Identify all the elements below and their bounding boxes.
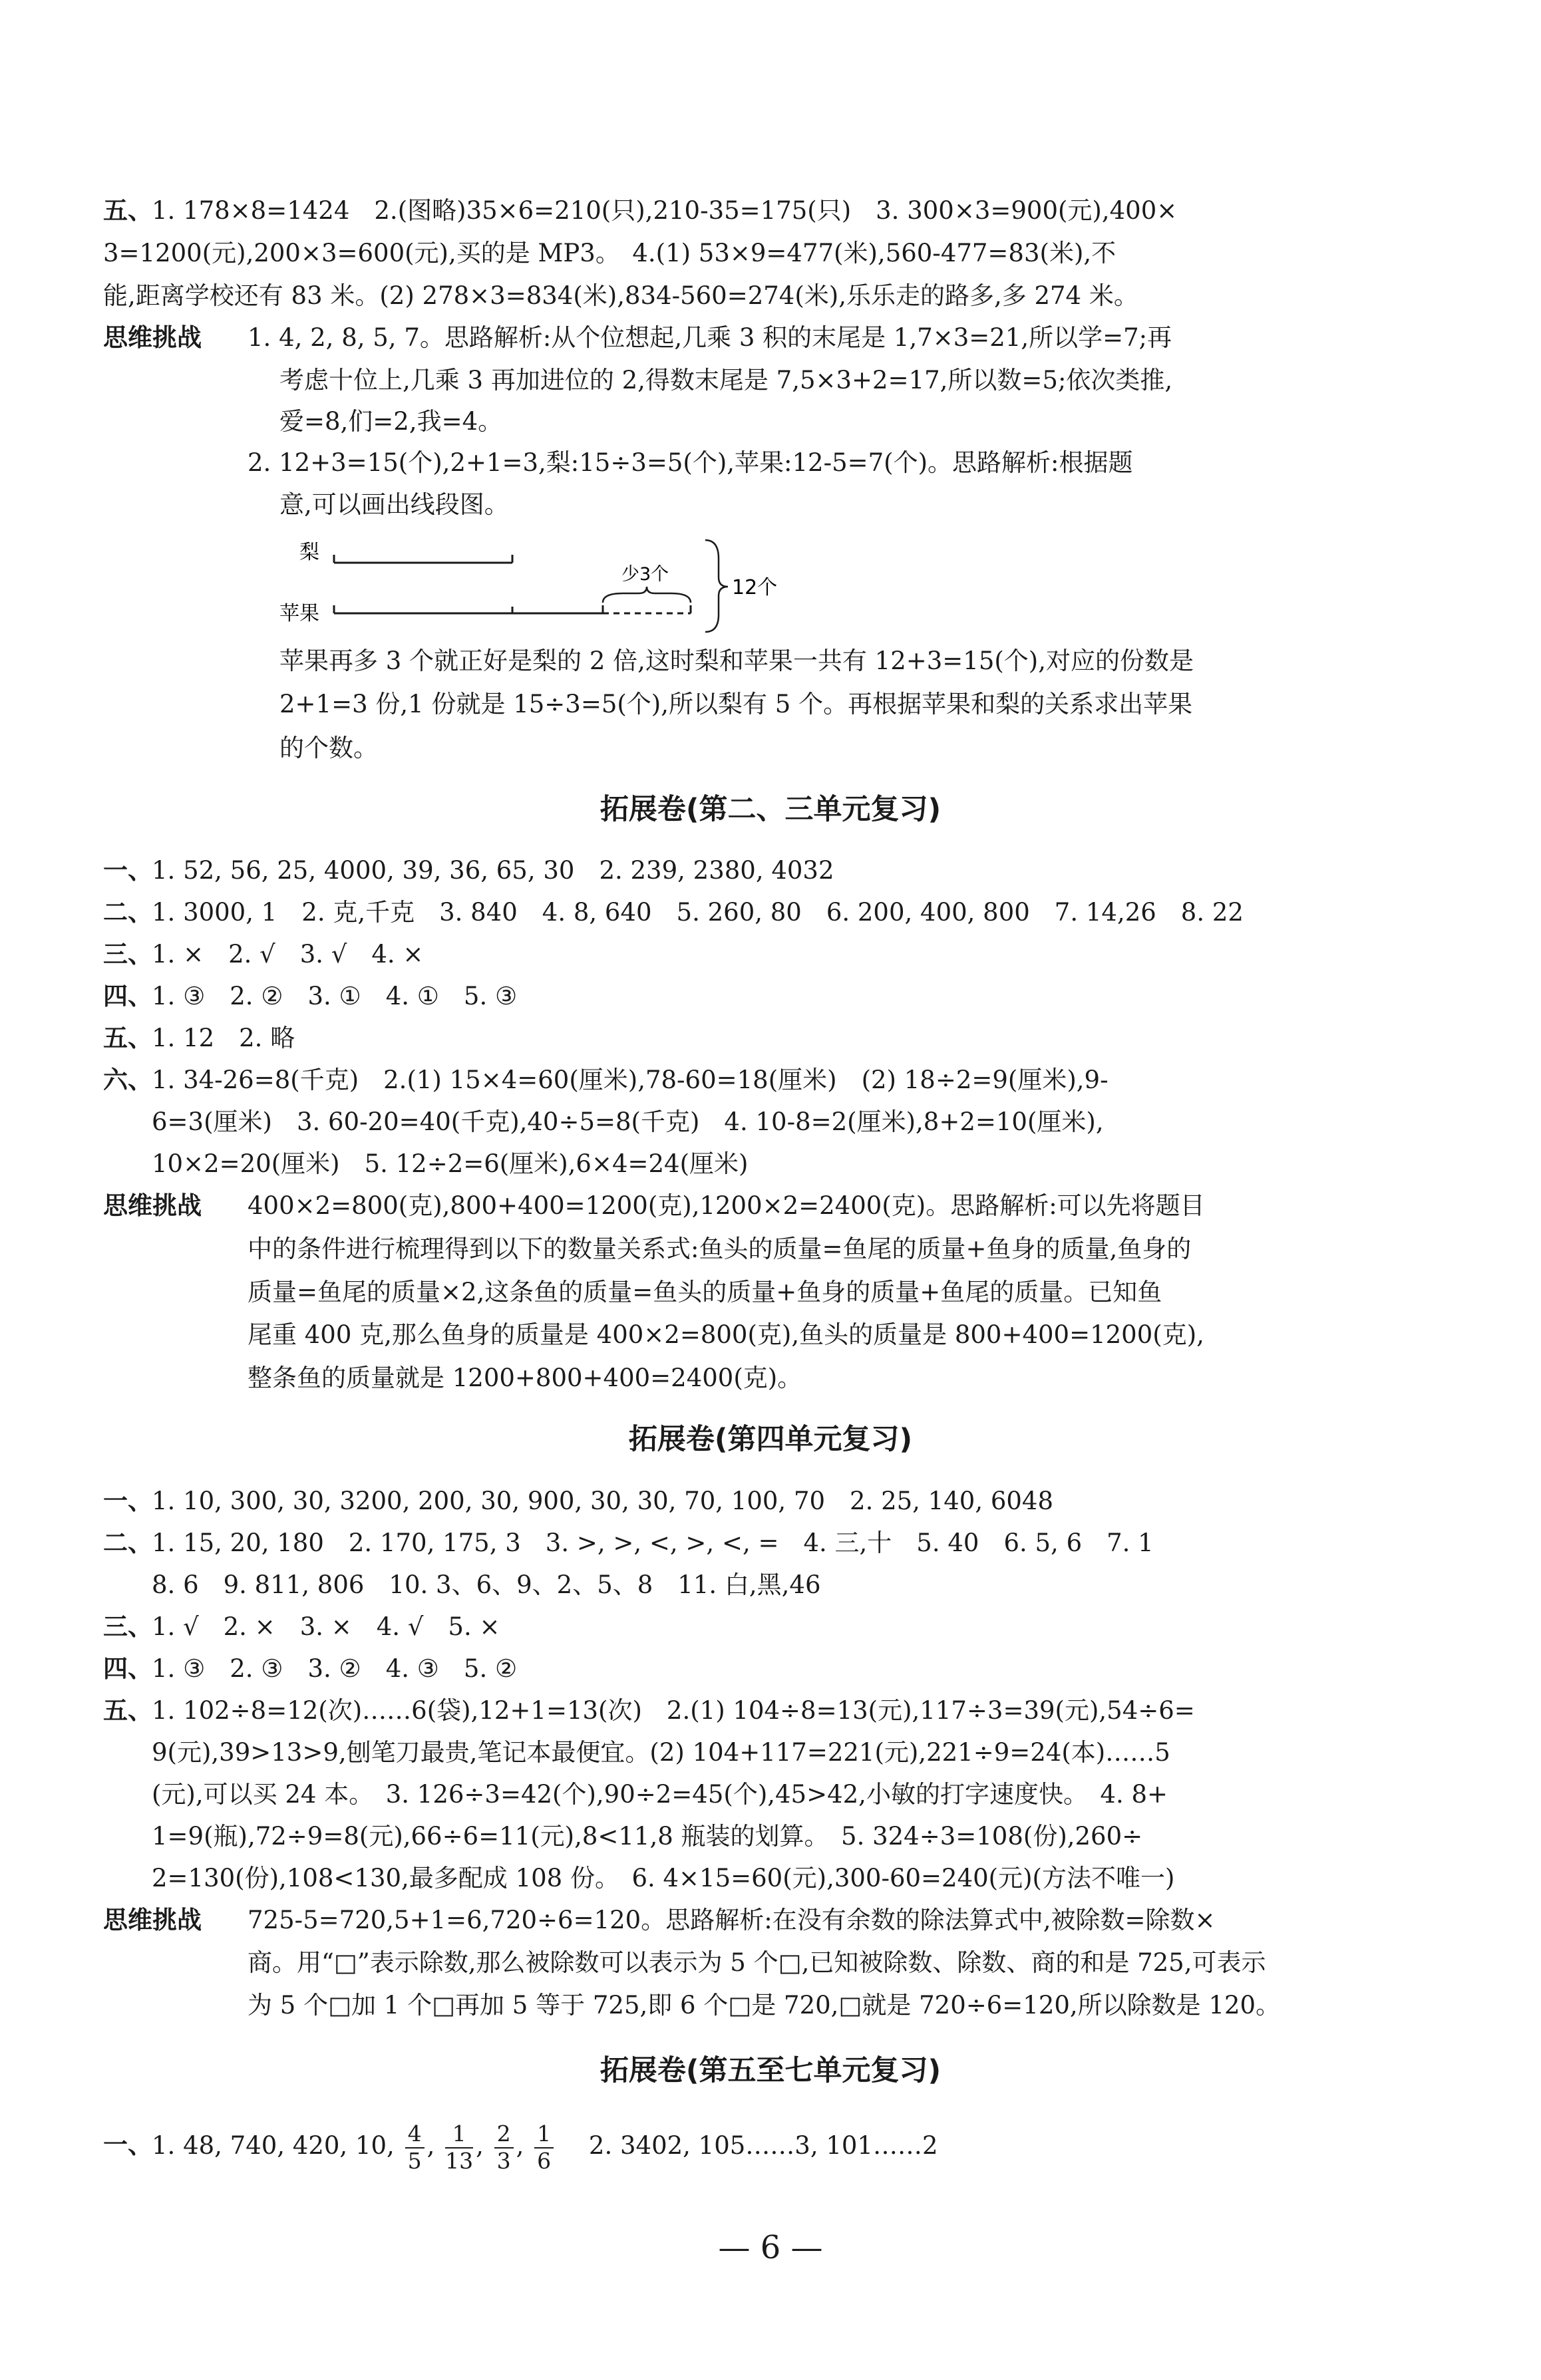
section2-row6-line-3: 10×2=20(厘米) 5. 12÷2=6(厘米),6×4=24(厘米) <box>152 1149 749 1178</box>
block1-line-2: 3=1200(元),200×3=600(元),买的是 MP3。 4.(1) 53×9=477(米),560-477=83(米),不 <box>103 239 1116 267</box>
challenge1-line-1: 1. 4, 2, 8, 5, 7。思路解析:从个位想起,几乘 3 积的末尾是 1,7×3=21,所以学=7;再 <box>248 323 1172 352</box>
section2-challenge-line-5: 整条鱼的质量就是 1200+800+400=2400(克)。 <box>248 1364 802 1392</box>
section3-row5-line-4: 1=9(瓶),72÷9=8(元),66÷6=11(元),8<11,8 瓶装的划算。 5. 324÷3=108(份),260÷ <box>152 1822 1143 1851</box>
section3-row2-label: 二、 <box>103 1529 152 1557</box>
section2-row5-line: 1. 12 2. 略 <box>152 1024 295 1052</box>
block1-label: 五、 <box>103 196 152 225</box>
section2-row5-label: 五、 <box>103 1024 152 1052</box>
fraction <box>534 2120 554 2174</box>
challenge1-label: 思维挑战 <box>103 323 202 352</box>
section2-challenge-line-2: 中的条件进行梳理得到以下的数量关系式:鱼头的质量=鱼尾的质量+鱼身的质量,鱼身的 <box>248 1235 1192 1263</box>
section3-row5-line-2: 9(元),39>13>9,刨笔刀最贵,笔记本最便宜。(2) 104+117=221(元),221÷9=24(本)……5 <box>152 1738 1170 1767</box>
line-segment-diagram <box>279 532 785 639</box>
fraction-numerator: 1 <box>534 2123 554 2149</box>
section2-row4-line: 1. ③ 2. ② 3. ① 4. ① 5. ③ <box>152 982 518 1010</box>
section3-row5-line-3: (元),可以买 24 本。 3. 126÷3=42(个),90÷2=45(个),45>42,小敏的打字速度快。 4. 8+ <box>152 1780 1168 1809</box>
section3-row5-line-1: 1. 102÷8=12(次)……6(袋),12+1=13(次) 2.(1) 104÷8=13(元),117÷3=39(元),54÷6= <box>152 1696 1195 1725</box>
section3-row1-label: 一、 <box>103 1487 152 1515</box>
challenge1-line-4: 2. 12+3=15(个),2+1=3,梨:15÷3=5(个),苹果:12-5=7(个)。思路解析:根据题 <box>248 448 1133 477</box>
section3-row5-label: 五、 <box>103 1696 152 1725</box>
challenge1-after-1: 苹果再多 3 个就正好是梨的 2 倍,这时梨和苹果一共有 12+3=15(个),对应的份数是 <box>279 647 1194 675</box>
section2-row3-line: 1. × 2. √ 3. √ 4. × <box>152 940 424 968</box>
section2-challenge-line-1: 400×2=800(克),800+400=1200(克),1200×2=2400(克)。思路解析:可以先将题目 <box>248 1191 1205 1220</box>
section3-challenge-line-2: 商。用“□”表示除数,那么被除数可以表示为 5 个□,已知被除数、除数、商的和是 725,可表示 <box>248 1948 1266 1977</box>
section2-row2-line: 1. 3000, 1 2. 克,千克 3. 840 4. 8, 640 5. 260, 80 6. 200, 400, 800 7. 14,26 8. 22 <box>152 898 1244 927</box>
total-label: 12个 <box>732 576 778 599</box>
fraction-denominator: 13 <box>445 2147 474 2174</box>
section2-row6-line-1: 1. 34-26=8(千克) 2.(1) 15×4=60(厘米),78-60=18(厘米) (2) 18÷2=9(厘米),9- <box>152 1066 1109 1094</box>
section2-row2-label: 二、 <box>103 898 152 927</box>
challenge1-line-5: 意,可以画出线段图。 <box>279 490 509 519</box>
pear-label: 梨 <box>299 541 319 564</box>
section2-row6-line-2: 6=3(厘米) 3. 60-20=40(千克),40÷5=8(千克) 4. 10-8=2(厘米),8+2=10(厘米), <box>152 1108 1104 1136</box>
section3-row5-line-5: 2=130(份),108<130,最多配成 108 份。 6. 4×15=60(元),300-60=240(元)(方法不唯一) <box>152 1864 1175 1892</box>
fraction <box>445 2120 474 2174</box>
section3-row4-label: 四、 <box>103 1654 152 1683</box>
page-number: — 6 — <box>718 2229 823 2266</box>
block1-line-3: 能,距离学校还有 83 米。(2) 278×3=834(米),834-560=274(米),乐乐走的路多,多 274 米。 <box>103 281 1138 310</box>
fraction-numerator: 4 <box>405 2123 425 2149</box>
fraction-denominator: 6 <box>537 2147 552 2174</box>
section3-title: 拓展卷(第四单元复习) <box>628 1423 913 1456</box>
section3-challenge-line-3: 为 5 个□加 1 个□再加 5 等于 725,即 6 个□是 720,□就是 720÷6=120,所以除数是 120。 <box>248 1991 1281 2019</box>
section4-row1-label: 一、 <box>103 2131 152 2159</box>
section2-row1-line: 1. 52, 56, 25, 4000, 39, 36, 65, 30 2. 239, 2380, 4032 <box>152 856 834 885</box>
section3-row1-line: 1. 10, 300, 30, 3200, 200, 30, 900, 30, 30, 70, 100, 70 2. 25, 140, 6048 <box>152 1487 1053 1515</box>
section2-row1-label: 一、 <box>103 856 152 885</box>
section4-title: 拓展卷(第五至七单元复习) <box>599 2054 942 2087</box>
total-brace <box>705 540 728 632</box>
challenge1-line-2: 考虑十位上,几乘 3 再加进位的 2,得数末尾是 7,5×3+2=17,所以数=5;依次类推, <box>279 366 1173 394</box>
section3-row2-line-1: 1. 15, 20, 180 2. 170, 175, 3 3. >, >, <, >, <, = 4. 三,十 5. 40 6. 5, 6 7. 1 <box>152 1529 1154 1557</box>
fraction-numerator: 2 <box>494 2123 514 2149</box>
section2-row6-label: 六、 <box>103 1066 152 1094</box>
section3-challenge-line-1: 725-5=720,5+1=6,720÷6=120。思路解析:在没有余数的除法算式中,被除数=除数× <box>248 1906 1216 1934</box>
fraction-denominator: 3 <box>496 2147 511 2174</box>
block1-line-1: 1. 178×8=1424 2.(图略)35×6=210(只),210-35=175(只) 3. 300×3=900(元),400× <box>152 196 1178 225</box>
apple-label: 苹果 <box>279 602 319 625</box>
fraction <box>405 2120 425 2174</box>
section2-row4-label: 四、 <box>103 982 152 1010</box>
section2-row3-label: 三、 <box>103 940 152 968</box>
less-label: 少3个 <box>621 564 669 585</box>
section4-suffix: 2. 3402, 105……3, 101……2 <box>588 2131 938 2160</box>
challenge1-after-3: 的个数。 <box>279 734 378 762</box>
less-brace <box>603 587 691 603</box>
fraction-numerator: 1 <box>445 2123 473 2149</box>
section3-row2-line-2: 8. 6 9. 811, 806 10. 3、6、9、2、5、8 11. 白,黑,46 <box>152 1570 821 1599</box>
section3-challenge-label: 思维挑战 <box>103 1906 202 1934</box>
section2-challenge-line-3: 质量=鱼尾的质量×2,这条鱼的质量=鱼头的质量+鱼身的质量+鱼尾的质量。已知鱼 <box>248 1278 1162 1306</box>
section2-title: 拓展卷(第二、三单元复习) <box>599 793 942 826</box>
fraction <box>494 2120 514 2174</box>
section4-prefix: 1. 48, 740, 420, 10, <box>152 2131 395 2160</box>
section4-row1-line: 1. 48, 740, 420, 10, $\frac{4}{5}$ , $\frac{1}{13}$ , $\frac{2}{3}$ , $\frac{1}{6}$ 2. 3402, 105……3, 101……2 <box>152 2120 938 2174</box>
challenge1-after-2: 2+1=3 份,1 份就是 15÷3=5(个),所以梨有 5 个。再根据苹果和梨的关系求出苹果 <box>279 690 1193 718</box>
section2-challenge-label: 思维挑战 <box>103 1191 202 1220</box>
section3-row3-line: 1. √ 2. × 3. × 4. √ 5. × <box>152 1612 500 1641</box>
fraction-denominator: 5 <box>407 2147 422 2174</box>
challenge1-line-3: 爱=8,们=2,我=4。 <box>279 407 503 436</box>
section2-challenge-line-4: 尾重 400 克,那么鱼身的质量是 400×2=800(克),鱼头的质量是 800+400=1200(克), <box>248 1320 1204 1349</box>
section3-row3-label: 三、 <box>103 1612 152 1641</box>
section3-row4-line: 1. ③ 2. ③ 3. ② 4. ③ 5. ② <box>152 1654 518 1683</box>
